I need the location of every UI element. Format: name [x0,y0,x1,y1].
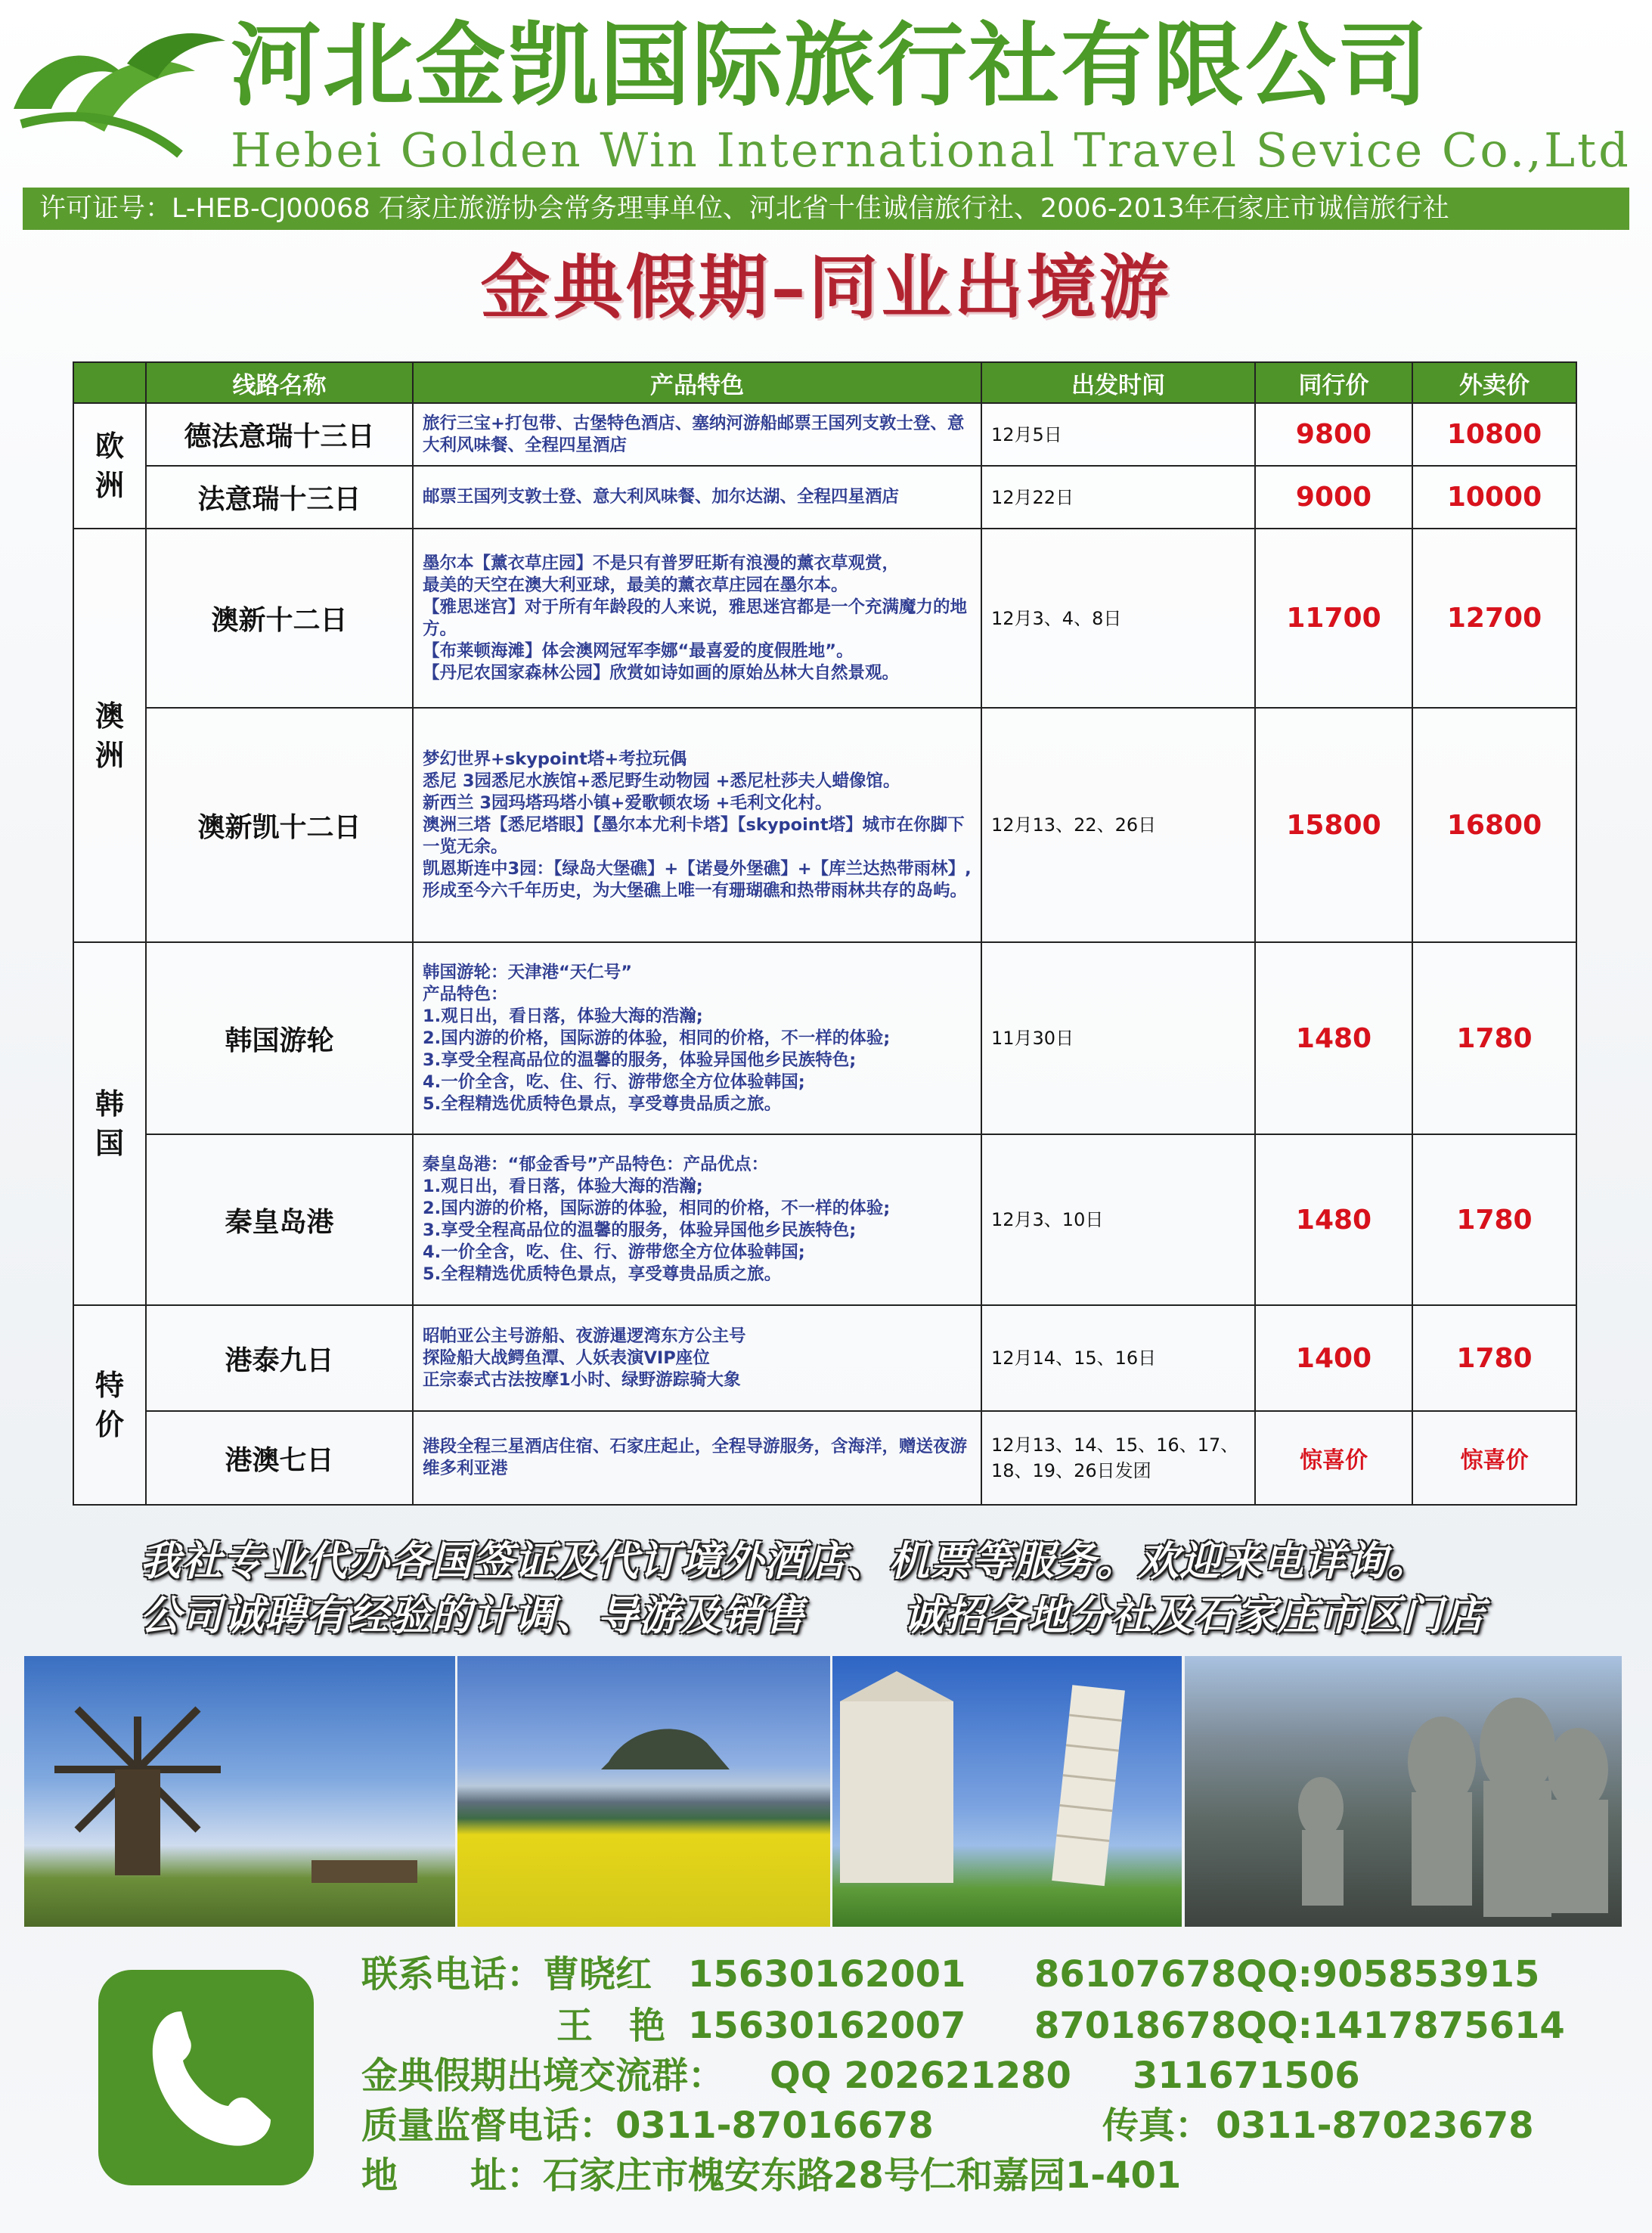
retail-price: 10800 [1412,403,1576,466]
tel-number-2: 87018678 [1034,2005,1237,2047]
retail-price: 10000 [1412,466,1576,529]
route-features: 梦幻世界+skypoint塔+考拉玩偶 悉尼 3园悉尼水族馆+悉尼野生动物园 +悉尼杜莎夫人蜡像馆。 新西兰 3园玛塔玛塔小镇+爱歌顿农场 +毛利文化村。 澳洲三塔【悉尼塔眼】【墨尔本尤利卡塔】【skypoint塔】城市在你脚下一览无余。 凯恩斯连中3园：【绿岛大堡礁】+【诺曼外堡礁】+【库兰达热带雨林】, 形成至今六千年历史，为大堡礁上唯一有珊瑚礁和热带雨林共存的岛屿。 [413,708,981,942]
retail-price: 惊喜价 [1412,1411,1576,1505]
departure-date: 11月30日 [981,942,1255,1134]
departure-date: 12月3、4、8日 [981,529,1255,708]
table-row [73,403,1576,466]
company-logo-icon [6,18,233,169]
route-name: 韩国游轮 [146,942,413,1134]
phone-label: 联系电话： [361,1953,544,1996]
retail-price: 1780 [1412,1305,1576,1411]
route-name: 秦皇岛港 [146,1134,413,1305]
region-europe: 欧 洲 [73,403,146,529]
route-features: 韩国游轮：天津港“天仁号” 产品特色： 1.观日出，看日落，体验大海的浩瀚; 2.国内游的价格，国际游的体验，相同的价格，不一样的体验; 3.享受全程高品位的温馨的服务，体验异国他乡民族特色; 4.一价全含，吃、住、行、游带您全方位体验韩国; 5.全程精选优质特色景点，享受尊贵品质之旅。 [413,942,981,1134]
header-features: 产品特色 [413,362,981,403]
table-row [73,529,1576,708]
contact-person-2: 王 艳 [556,2005,666,2047]
tel-number-1: 86107678 [1034,1953,1237,1996]
group-qq-1: QQ 202621280 [770,2055,1071,2097]
table-row [73,1411,1576,1505]
contact-line-1 [361,1949,1540,1999]
route-name: 港澳七日 [146,1411,413,1505]
route-features: 港段全程三星酒店住宿、石家庄起止，全程导游服务，含海洋，赠送夜游维多利亚港 [413,1411,981,1505]
retail-price: 1780 [1412,942,1576,1134]
retail-price: 12700 [1412,529,1576,708]
company-name-cn: 河北金凯国际旅行社有限公司 [231,14,1430,119]
group-qq-2: 311671506 [1133,2055,1360,2097]
contact-person-1: 曹晓红 [543,1953,652,1996]
route-features: 昭帕亚公主号游船、夜游暹逻湾东方公主号 探险船大战鳄鱼潭、人妖表演VIP座位 正宗泰式古法按摩1小时、绿野游踪骑大象 [413,1305,981,1411]
peer-price: 15800 [1255,708,1412,942]
route-name: 德法意瑞十三日 [146,403,413,466]
qq-number-2: QQ:1417875614 [1236,2005,1565,2047]
table-header-row [73,362,1576,403]
photo-stone-statues [1185,1656,1622,1927]
departure-date: 12月14、15、16日 [981,1305,1255,1411]
peer-price: 11700 [1255,529,1412,708]
license-bar: 许可证号：L-HEB-CJ00068 石家庄旅游协会常务理事单位、河北省十佳诚信旅行社、2006-2013年石家庄市诚信旅行社 [23,188,1629,230]
departure-date: 12月5日 [981,403,1255,466]
fax-number: 0311-87023678 [1216,2104,1534,2147]
region-korea: 韩 国 [73,942,146,1305]
table-row [73,1305,1576,1411]
peer-price: 9000 [1255,466,1412,529]
retail-price: 1780 [1412,1134,1576,1305]
header-region [73,362,146,403]
table-row [73,466,1576,529]
contact-line-3 [361,2051,1360,2101]
company-name-en: Hebei Golden Win International Travel Sevice Co.,Ltd [231,123,1631,178]
mobile-number-2: 15630162007 [688,2005,966,2047]
header-route: 线路名称 [146,362,413,403]
table-row [73,708,1576,942]
route-name: 港泰九日 [146,1305,413,1411]
retail-price: 16800 [1412,708,1576,942]
qq-number-1: QQ:905853915 [1236,1953,1540,1996]
address-label: 地 址： [361,2154,544,2197]
region-australia: 澳 洲 [73,529,146,942]
contact-line-4 [361,2101,1534,2151]
departure-date: 12月3、10日 [981,1134,1255,1305]
address-value: 石家庄市槐安东路28号仁和嘉园1-401 [543,2154,1182,2197]
header-retail-price: 外卖价 [1412,362,1576,403]
photo-island [457,1656,830,1927]
header-peer-price: 同行价 [1255,362,1412,403]
peer-price: 9800 [1255,403,1412,466]
photo-leaning-tower [832,1656,1182,1927]
photo-windmill [24,1656,455,1927]
slogan-franchise: 诚招各地分社及石家庄市区门店 [903,1591,1485,1639]
region-special: 特 价 [73,1305,146,1505]
supervision-number: 0311-87016678 [615,2104,934,2147]
departure-date: 12月13、14、15、16、17、18、19、26日发团 [981,1411,1255,1505]
fax-label: 传真： [1102,2104,1212,2147]
route-features: 旅行三宝+打包带、古堡特色酒店、塞纳河游船邮票王国列支敦士登、意大利风味餐、全程四星酒店 [413,403,981,466]
header-date: 出发时间 [981,362,1255,403]
peer-price: 1480 [1255,942,1412,1134]
route-features: 邮票王国列支敦士登、意大利风味餐、加尔达湖、全程四星酒店 [413,466,981,529]
slogan-visa-service: 我社专业代办各国签证及代订境外酒店、机票等服务。欢迎来电详询。 [140,1537,1429,1585]
contact-line-5 [361,2151,1181,2200]
route-table [73,361,1577,1506]
peer-price: 1400 [1255,1305,1412,1411]
phone-icon [98,1970,314,2185]
peer-price: 惊喜价 [1255,1411,1412,1505]
route-name: 澳新凯十二日 [146,708,413,942]
page-headline: 金典假期–同业出境游 [480,247,1172,328]
mobile-number-1: 15630162001 [688,1953,966,1996]
group-label: 金典假期出境交流群： [361,2055,725,2097]
table-row [73,1134,1576,1305]
slogan-recruiting: 公司诚聘有经验的计调、导游及销售 [140,1591,805,1639]
route-name: 澳新十二日 [146,529,413,708]
departure-date: 12月22日 [981,466,1255,529]
route-features: 墨尔本【薰衣草庄园】不是只有普罗旺斯有浪漫的薰衣草观赏， 最美的天空在澳大利亚球，最美的薰衣草庄园在墨尔本。 【雅思迷宫】对于所有年龄段的人来说，雅思迷宫都是一个充满魔力的地方。 【布莱顿海滩】体会澳网冠军李娜“最喜爱的度假胜地”。 【丹尼农国家森林公园】欣赏如诗如画的原始丛林大自然景观。 [413,529,981,708]
route-name: 法意瑞十三日 [146,466,413,529]
table-row [73,942,1576,1134]
departure-date: 12月13、22、26日 [981,708,1255,942]
supervision-label: 质量监督电话： [361,2104,616,2147]
peer-price: 1480 [1255,1134,1412,1305]
route-features: 秦皇岛港：“郁金香号”产品特色：产品优点： 1.观日出，看日落，体验大海的浩瀚; 2.国内游的价格，国际游的体验，相同的价格，不一样的体验; 3.享受全程高品位的温馨的服务，体验异国他乡民族特色; 4.一价全含，吃、住、行、游带您全方位体验韩国; 5.全程精选优质特色景点，享受尊贵品质之旅。 [413,1134,981,1305]
